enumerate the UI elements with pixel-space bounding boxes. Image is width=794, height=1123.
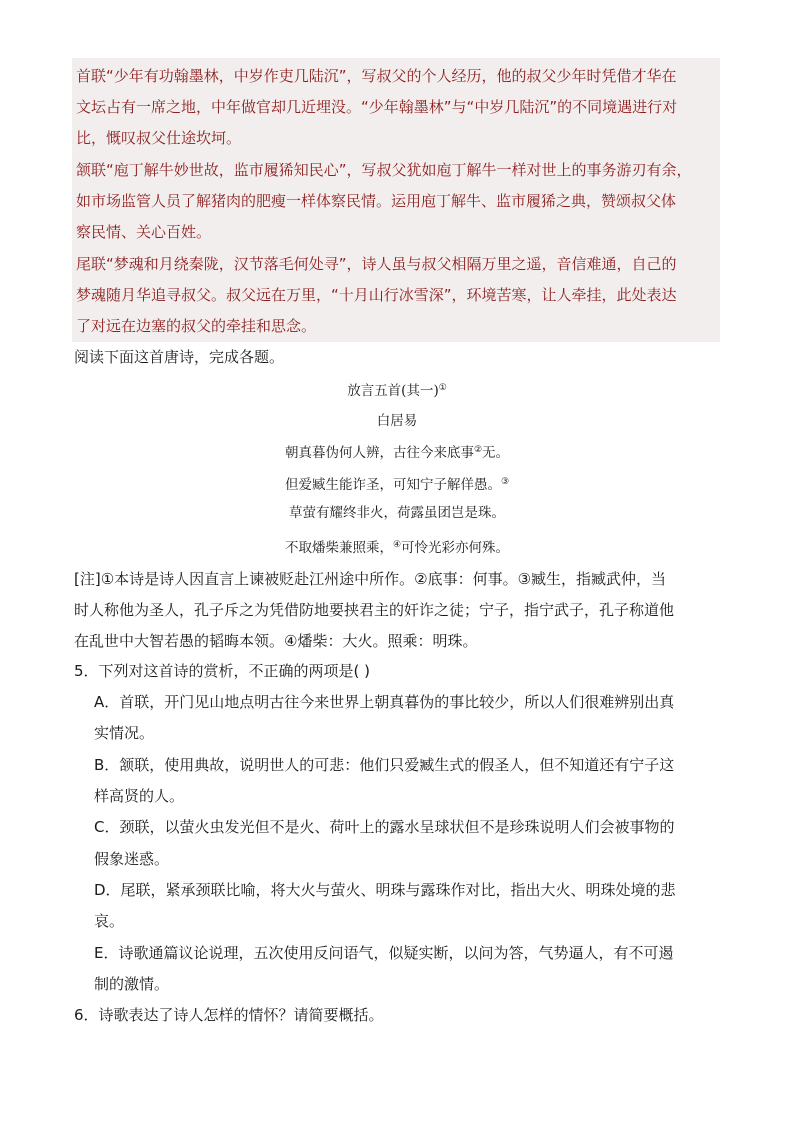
poem-line: 但爱臧生能诈圣，可知宁子解佯愚。③ bbox=[284, 477, 510, 493]
poem-title: 放言五首(其一)① bbox=[347, 383, 447, 399]
reading-instruction: 阅读下面这首唐诗，完成各题。 bbox=[74, 348, 285, 366]
notes-line: 在乱世中大智若愚的韬晦本领。④燔柴：大火。照乘：明珠。 bbox=[74, 632, 478, 650]
option-d: D．尾联，紧承颈联比喻，将大火与萤火、明珠与露珠作对比，指出大火、明珠处境的悲 bbox=[94, 881, 676, 899]
question-5-stem: 5．下列对这首诗的赏析，不正确的两项是( ) bbox=[74, 662, 371, 680]
option-e-cont: 制的激情。 bbox=[94, 975, 170, 993]
option-b-cont: 样高贤的人。 bbox=[94, 787, 185, 805]
notes-line: 时人称他为圣人，孔子斥之为凭借防地要挟君主的奸诈之徒；宁子，指宁武子，孔子称道他 bbox=[74, 601, 675, 619]
answer-line: 颔联“庖丁解牛妙世故，监市履狶知民心”，写叔父犹如庖丁解牛一样对世上的事务游刃有余， bbox=[76, 161, 692, 179]
option-b: B．颔联，使用典故，说明世人的可悲：他们只爱臧生式的假圣人，但不知道还有宁子这 bbox=[94, 756, 675, 774]
option-c: C．颈联，以萤火虫发光但不是火、荷叶上的露水呈球状但不是珍珠说明人们会被事物的 bbox=[94, 818, 675, 836]
option-a: A．首联，开门见山地点明古往今来世界上朝真暮伪的事比较少，所以人们很难辨别出真 bbox=[94, 693, 675, 711]
footnote-marker: ④ bbox=[392, 540, 402, 550]
option-d-cont: 哀。 bbox=[94, 912, 125, 930]
question-6-stem: 6．诗歌表达了诗人怎样的情怀？请简要概括。 bbox=[74, 1006, 384, 1024]
option-c-cont: 假象迷惑。 bbox=[94, 850, 170, 868]
notes-line: [注]①本诗是诗人因直言上谏被贬赴江州途中所作。②底事：何事。③臧生，指臧武仲，当 bbox=[74, 570, 667, 588]
footnote-marker: ③ bbox=[500, 477, 510, 487]
footnote-marker: ② bbox=[473, 445, 483, 455]
answer-line: 比，慨叹叔父仕途坎坷。 bbox=[76, 129, 242, 147]
answer-line: 如市场监管人员了解猪肉的肥瘦一样体察民情。运用庖丁解牛、监市履狶之典，赞颂叔父体 bbox=[76, 192, 677, 210]
poem-line: 朝真暮伪何人辨，古往今来底事②无。 bbox=[284, 445, 510, 461]
option-e: E．诗歌通篇议论说理，五次使用反问语气，似疑实断，以问为答，气势逼人，有不可遏 bbox=[94, 944, 674, 962]
poem-line: 不取燔柴兼照乘，④可怜光彩亦何殊。 bbox=[284, 540, 510, 556]
answer-line: 尾联“梦魂和月绕秦陇，汉节落毛何处寻”，诗人虽与叔父相隔万里之遥，音信难通，自己的 bbox=[76, 255, 677, 273]
option-a-cont: 实情况。 bbox=[94, 724, 155, 742]
answer-line: 文坛占有一席之地，中年做官却几近埋没。“少年翰墨林”与“中岁几陆沉”的不同境遇进行对 bbox=[76, 98, 678, 116]
answer-line: 梦魂随月华追寻叔父。叔父远在万里，“十月山行冰雪深”，环境苦寒，让人牵挂，此处表达 bbox=[76, 286, 677, 304]
answer-line: 察民情、关心百姓。 bbox=[76, 223, 212, 241]
answer-line: 首联“少年有功翰墨林，中岁作吏几陆沉”，写叔父的个人经历，他的叔父少年时凭借才华在 bbox=[76, 67, 677, 85]
poem-author: 白居易 bbox=[376, 413, 418, 429]
poem-line: 草萤有耀终非火，荷露虽团岂是珠。 bbox=[289, 505, 505, 521]
footnote-marker: ① bbox=[438, 383, 447, 393]
answer-line: 了对远在边塞的叔父的牵挂和思念。 bbox=[76, 317, 317, 335]
